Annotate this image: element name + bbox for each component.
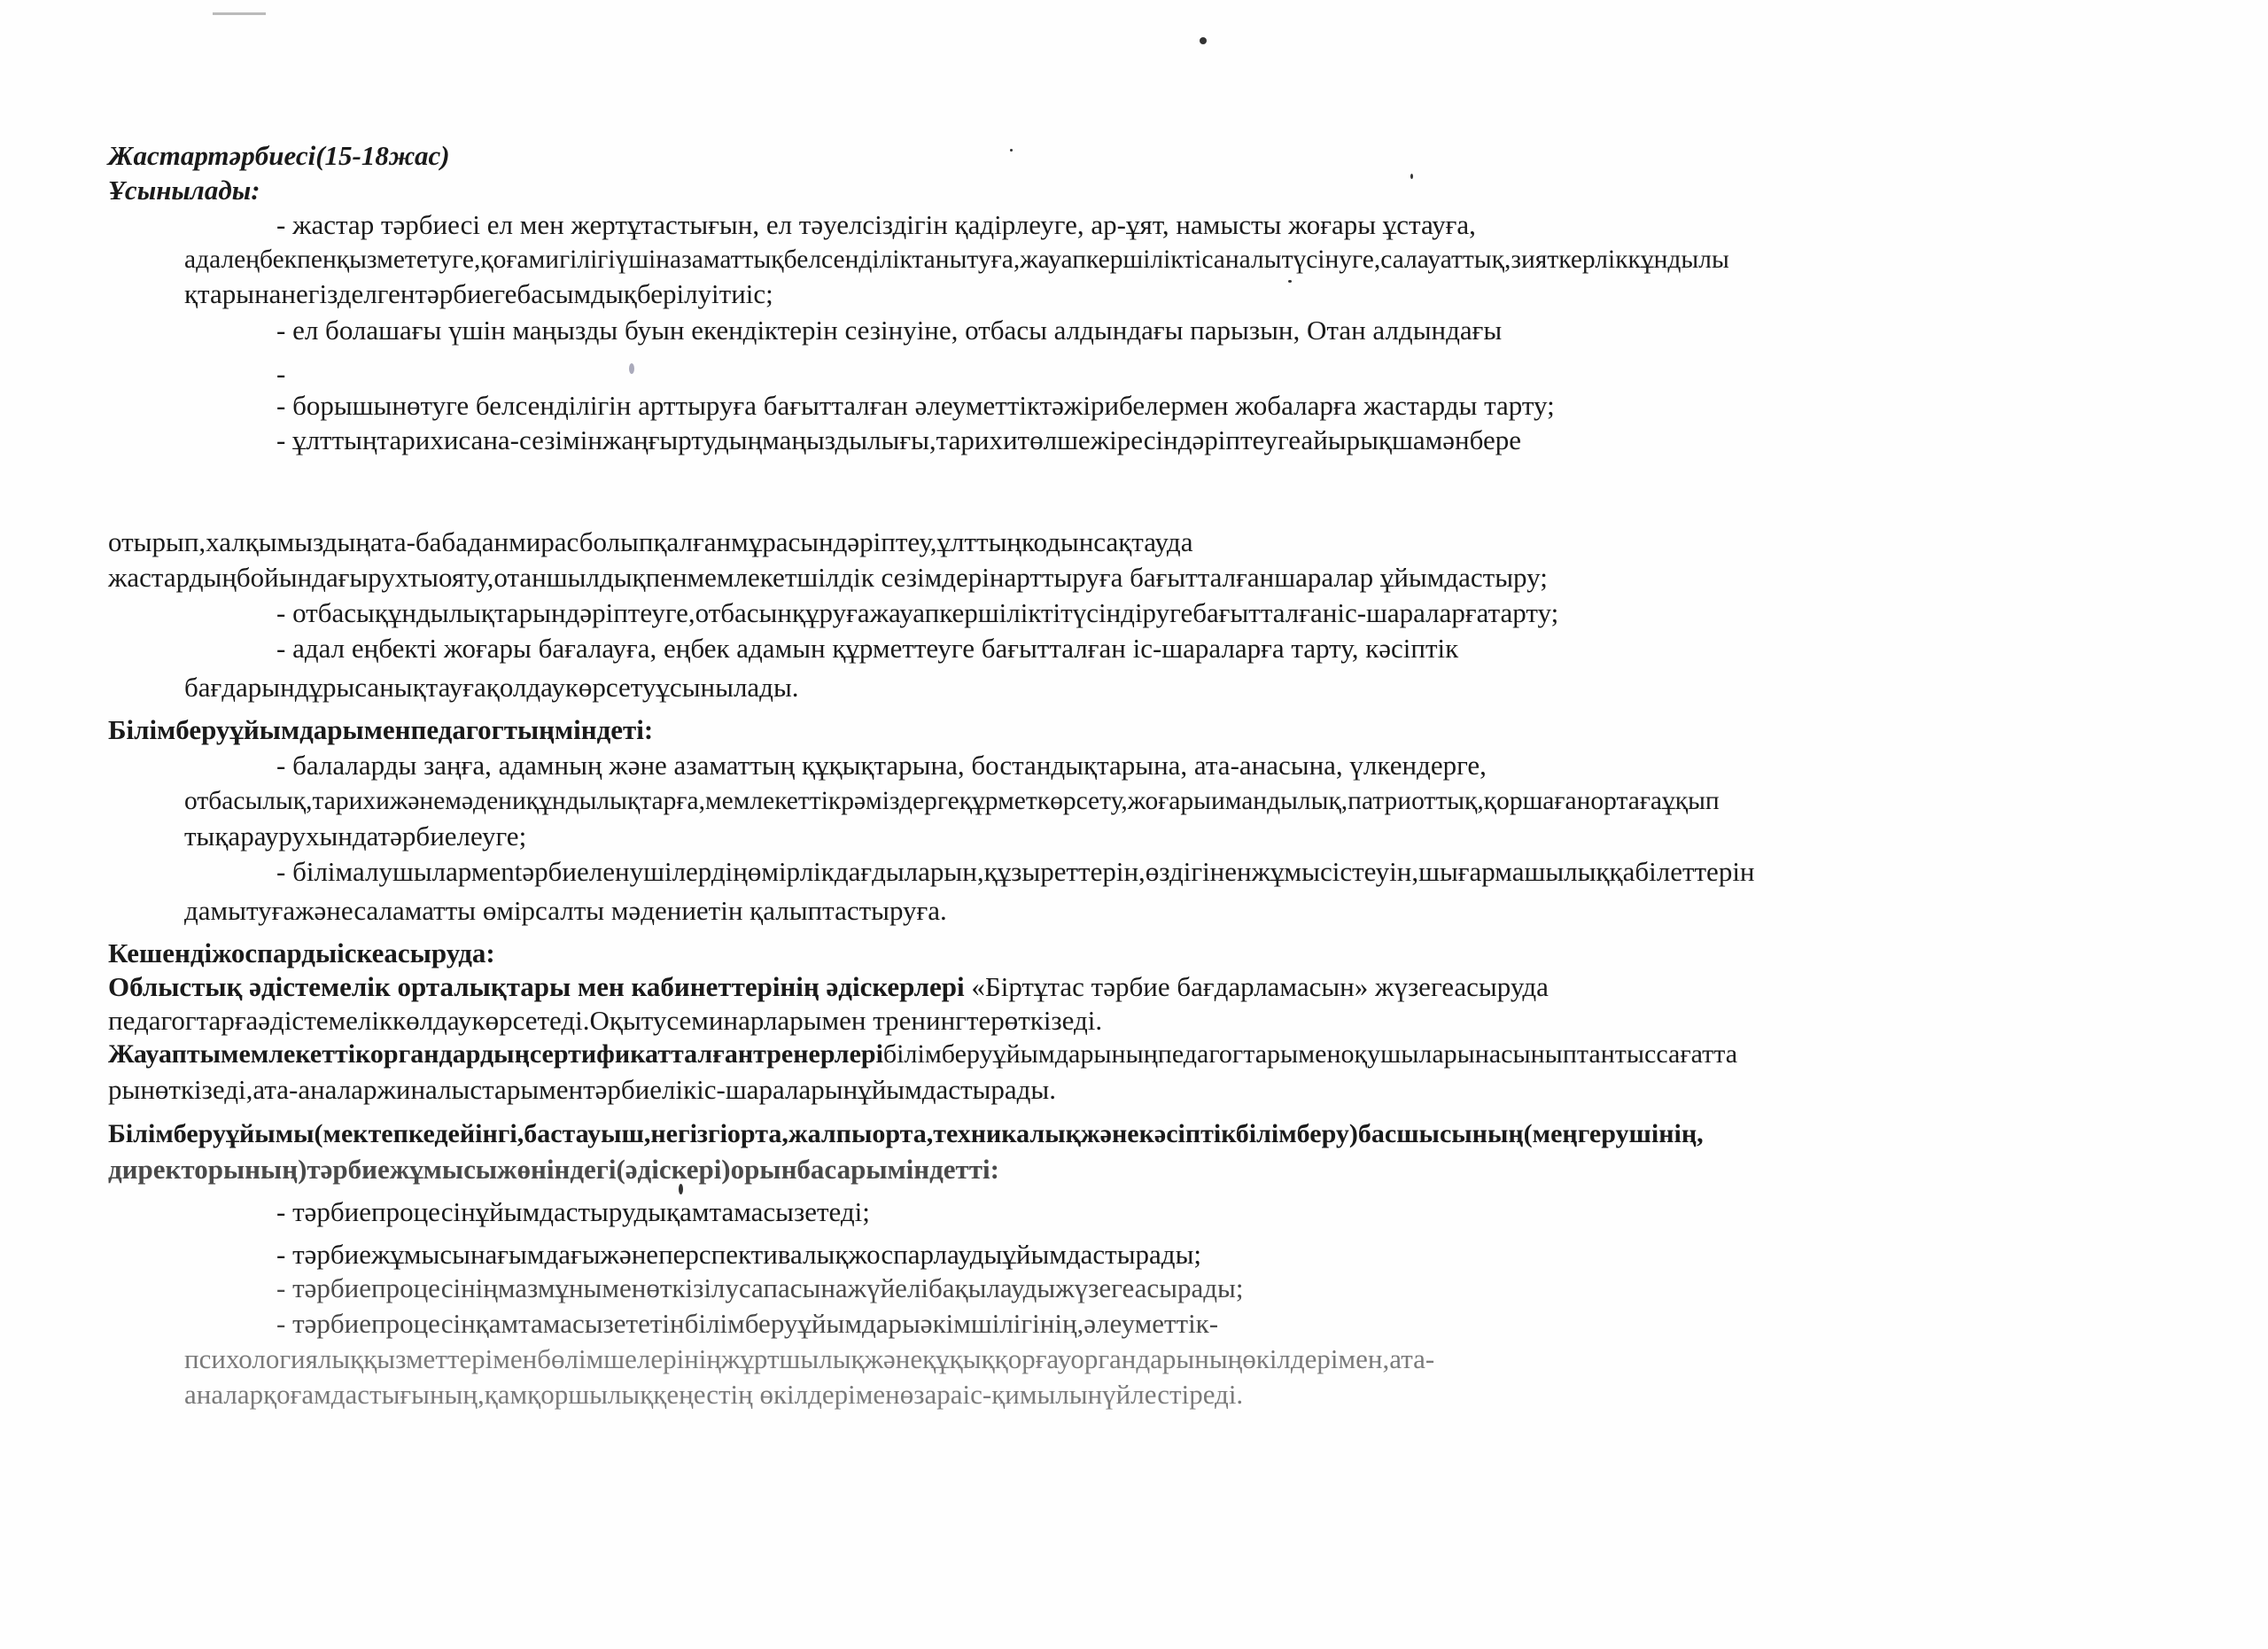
plan-paragraph-1-rest: «Біртұтас тәрбие бағдарламасын» жүзегеасыруда: [964, 971, 1549, 1002]
continuation-line: - отбасықұндылықтарындәріптеуге,отбасынқұруғажауапкершіліктітүсіндіругебағытталғаніс-шараларғатарту;: [276, 597, 1559, 628]
deputy-duty-line: аналарқоғамдастығының,қамқоршылыққеңестің өкілдеріменөзараіс-қимылынүйлестіреді.: [184, 1379, 1244, 1410]
plan-paragraph-1: [108, 971, 1549, 1003]
scan-speck: [1200, 37, 1207, 44]
plan-paragraph-2: [108, 1038, 1737, 1070]
duty-line: тықарауруxындатәрбиелеуге;: [184, 821, 527, 852]
recommended-label: Ұсынылады:: [108, 175, 260, 206]
scan-artifact: [213, 12, 266, 15]
plan-heading: Кешендіжоспардыіскеасыруда:: [108, 937, 495, 968]
recommendation-line: - ел болашағы үшін маңызды буын екендіктерін сезінуіне, отбасы алдындағы парызын, Отан алдындағы: [276, 315, 1503, 346]
continuation-line: бағдарындұрысанықтауғақолдаукөрсетуұсынылады.: [184, 672, 799, 703]
recommendation-line: - ұлттыңтарихисана-сезімінжаңғыртудыңмаңыздылығы,тарихитөлшежіресіндәріптеугеайырықшамәнбере: [276, 424, 1521, 455]
duty-line: дамытуғажәнесаламатты өмірсалты мәдениетін қалыптастыруға.: [184, 895, 947, 926]
document-title: Жастартәрбиесі(15-18жас): [108, 140, 450, 171]
deputy-duty-line: - тәрбиежұмысынағымдағыжәнеперспективалықжоспарлаудыұйымдастырады;: [276, 1239, 1202, 1270]
plan-paragraph-2-bold: Жауаптымемлекеттікоргандардыңсертификатталғантренерлері: [108, 1039, 883, 1069]
recommendation-line: -: [276, 358, 286, 389]
duty-line: отбасылық,тарихижәнемәдениқұндылықтарға,мемлекеттікрәміздергеқұрметкөрсету,жоғарыимандылық,патриоттық,қоршағанортағаұқып: [184, 787, 1720, 815]
scan-speck: [1410, 174, 1413, 179]
scan-speck: [629, 363, 634, 374]
continuation-line: - адал еңбекті жоғары бағалауға, еңбек адамын құрметтеуге бағытталған іс-шараларға тарту, кәсіптік: [276, 633, 1459, 664]
deputy-duty-line: - тәрбиепроцесініңмазмұныменөткізілусапасынажүйелібақылаудыжүзегеасырады;: [276, 1272, 1244, 1303]
continuation-line: отырып,халқымыздыңата-бабаданмирасболыпқалғанмұрасындәріптеу,ұлттыңкодынсақтауда: [108, 526, 1193, 557]
deputy-heading-line1: Білімберуұйымы(мектепкедейінгі,бастауыш,негізгіорта,жалпыорта,техникалықжәнекәсіптікбілімберу)басшысының(меңгерушінің,: [108, 1119, 1704, 1148]
duty-line: - балаларды заңға, адамның және азаматтың құқықтарына, бостандықтарына, ата-анасына, үлкендерге,: [276, 750, 1487, 781]
plan-paragraph-1-line2: педагогтарғаәдістемеліккөлдаукөрсетеді.Оқытусеминарларымен тренингтерөткізеді.: [108, 1005, 1103, 1036]
recommendation-line: - жастар тәрбиесі ел мен жертұтастығын, ел тәуелсіздігін қадірлеуге, ар-ұят, намысты жоғары ұстауға,: [276, 209, 1476, 240]
recommendation-line: - борышынөтуге белсенділігін арттыруға бағытталған әлеуметтіктәжірибелермен жобаларға жастарды тарту;: [276, 390, 1555, 421]
recommendation-line: қтарынанегізделгентәрбиегебасымдықберілуітиіс;: [184, 278, 773, 309]
scan-speck: [1288, 280, 1292, 283]
recommendation-line: адалеңбекпенқызмететуге,қоғамигілігіүшіназаматтықбелсенділіктанытуға,жауапкершіліктісаналытүсінуге,салауаттық,зияткерліккұндылы: [184, 245, 1729, 274]
plan-paragraph-2-rest: білімберуұйымдарыныңпедагогтарыменоқушыларынасыныптантыссағатта: [882, 1039, 1738, 1069]
deputy-duty-line: - тәрбиепроцесінұйымдастырудықамтамасызетеді;: [276, 1196, 870, 1227]
duty-heading: Білімберуұйымдарыменпедагогтыңміндеті:: [108, 714, 654, 745]
deputy-heading-line2: директорының)тәрбиежұмысыжөніндегі(әдіскері)орынбасарыміндетті:: [108, 1154, 999, 1185]
plan-paragraph-2-line2: рынөткізеді,ата-аналаржиналыстарыментәрбиелікіс-шараларынұйымдастырады.: [108, 1074, 1056, 1105]
plan-paragraph-1-bold: Облыстық әдістемелік орталықтары мен кабинеттерінің әдіскерлері: [108, 971, 965, 1002]
continuation-line: жастардыңбойындағырухтыояту,отаншылдықпенмемлекетшілдік сезімдерінарттыруға бағытталғаншаралар ұйымдастыру;: [108, 562, 1548, 593]
deputy-duty-line: психологиялыққызметтеріменбөлімшелерініңжұртшылықжәнеқұқыққорғауоргандарыныңөкілдерімен,ата-: [184, 1343, 1435, 1374]
deputy-duty-line: - тәрбиепроцесінқамтамасызететінбілімберуұйымдарыәкімшілігінің,әлеуметтік-: [276, 1308, 1219, 1339]
duty-line: - білімалушылармentәрбиеленушілердіңөмірлікдағдыларын,құзыреттерін,өздігіненжұмысістеуін,шығармашылыққабілеттерін: [276, 856, 1755, 887]
scan-speck: [1010, 149, 1013, 152]
